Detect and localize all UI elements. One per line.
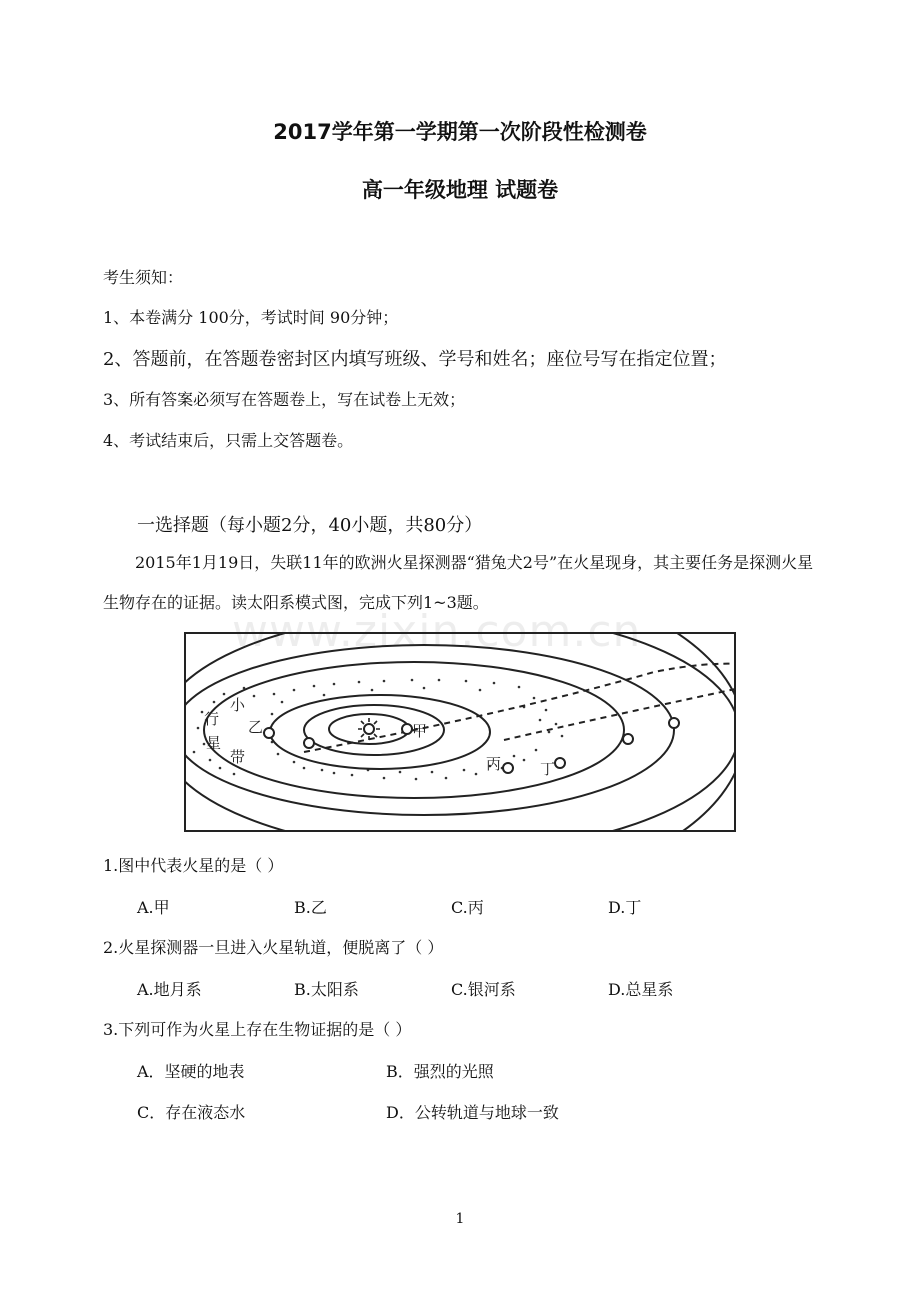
section-heading: 一选择题（每小题2分，40小题，共80分） — [137, 515, 483, 536]
planet-ding — [555, 758, 565, 768]
sun-icon — [358, 718, 380, 740]
question-3-stem: 3.下列可作为火星上存在生物证据的是（ ） — [103, 1020, 412, 1039]
question-2-option-b: B.太阳系 — [294, 980, 359, 999]
planet-yi — [264, 728, 274, 738]
label-yi: 乙 — [248, 718, 264, 736]
planet-7 — [669, 718, 679, 728]
notice-item-2: 2、答题前，在答题卷密封区内填写班级、学号和姓名；座位号写在指定位置； — [103, 349, 727, 370]
label-jia: 甲 — [412, 722, 428, 740]
exam-title: 2017学年第一学期第一次阶段性检测卷 — [273, 120, 647, 144]
label-bing: 丙 — [486, 755, 502, 773]
label-xing2: 星 — [206, 734, 222, 752]
planet-6 — [623, 734, 633, 744]
label-xing: 行 — [204, 710, 220, 728]
planet-jia — [402, 724, 412, 734]
exam-subtitle: 高一年级地理 试题卷 — [361, 178, 559, 202]
question-1-option-d: D.丁 — [608, 898, 642, 917]
planet-bing — [503, 763, 513, 773]
section-intro: 2015年1月19日，失联11年的欧洲火星探测器“猎兔犬2号”在火星现身，其主要任务是探测火星生物存在的证据。读太阳系模式图，完成下列1~3题。 — [103, 553, 814, 612]
notice-item-4: 4、考试结束后，只需上交答题卷。 — [103, 431, 354, 450]
question-2-stem: 2.火星探测器一旦进入火星轨道，便脱离了（ ） — [103, 938, 444, 957]
solar-system-diagram — [184, 632, 740, 835]
notice-item-3: 3、所有答案必须写在答题卷上，写在试卷上无效； — [103, 390, 466, 409]
question-3-option-b: B．强烈的光照 — [386, 1062, 494, 1081]
page-number: 1 — [455, 1211, 465, 1227]
watermark: www.zixin.com.cn — [232, 606, 642, 657]
label-dai: 带 — [230, 748, 246, 766]
question-3-option-c: C．存在液态水 — [137, 1103, 246, 1122]
question-3-option-a: A．坚硬的地表 — [137, 1062, 245, 1081]
question-2-option-d: D.总星系 — [608, 980, 674, 999]
question-1-option-b: B.乙 — [294, 898, 327, 917]
planet-3 — [304, 738, 314, 748]
label-xiao: 小 — [230, 696, 246, 714]
notice-item-1: 1、本卷满分 100分，考试时间 90分钟； — [103, 308, 399, 327]
question-3-option-d: D．公转轨道与地球一致 — [386, 1103, 559, 1122]
notice-heading: 考生须知： — [103, 268, 184, 287]
question-1-option-a: A.甲 — [137, 898, 170, 917]
question-1-stem: 1.图中代表火星的是（ ） — [103, 856, 284, 875]
question-2-option-a: A.地月系 — [137, 980, 202, 999]
question-1-option-c: C.丙 — [451, 898, 484, 917]
question-2-option-c: C.银河系 — [451, 980, 516, 999]
label-ding: 丁 — [540, 760, 556, 778]
